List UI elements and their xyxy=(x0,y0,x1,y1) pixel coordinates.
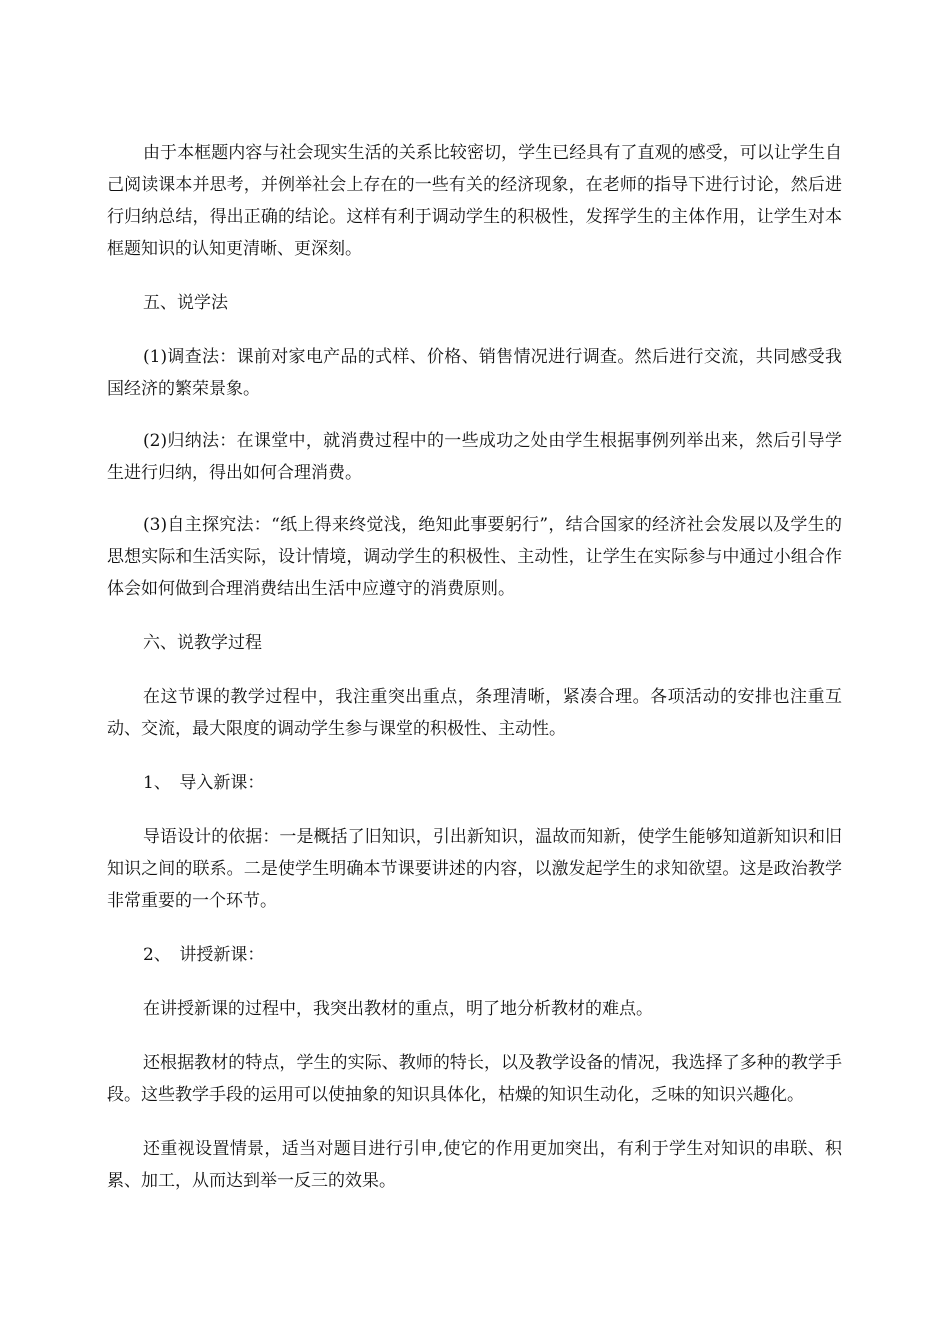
subsection-heading-introduction: 1、 导入新课： xyxy=(143,773,265,793)
new-lesson-paragraph-3: 还重视设置情景，适当对题目进行引申,使它的作用更加突出，有利于学生对知识的串联、积累、加工，从而达到举一反三的效果。 xyxy=(107,1139,842,1191)
intro-paragraph: 由于本框题内容与社会现实生活的关系比较密切，学生已经具有了直观的感受，可以让学生自己阅读课本并思考，并例举社会上存在的一些有关的经济现象，在老师的指导下进行讨论，然后进行归纳总结，得出正确的结论。这样有利于调动学生的积极性，发挥学生的主体作用，让学生对本框题知识的认知更清晰、更深刻。 xyxy=(107,143,842,259)
method-inquiry-paragraph: (3)自主探究法：“纸上得来终觉浅，绝知此事要躬行”，结合国家的经济社会发展以及学生的思想实际和生活实际，设计情境，调动学生的积极性、主动性，让学生在实际参与中通过小组合作体会如何做到合理消费结出生活中应遵守的消费原则。 xyxy=(107,515,842,599)
subsection-heading-new-lesson: 2、 讲授新课： xyxy=(143,945,265,965)
new-lesson-paragraph-2: 还根据教材的特点，学生的实际、教师的特长，以及教学设备的情况，我选择了多种的教学手段。这些教学手段的运用可以使抽象的知识具体化，枯燥的知识生动化，乏味的知识兴趣化。 xyxy=(107,1053,842,1105)
new-lesson-paragraph-1: 在讲授新课的过程中，我突出教材的重点，明了地分析教材的难点。 xyxy=(143,999,653,1019)
introduction-paragraph: 导语设计的依据：一是概括了旧知识，引出新知识，温故而知新，使学生能够知道新知识和旧知识之间的联系。二是使学生明确本节课要讲述的内容，以激发起学生的求知欲望。这是政治教学非常重要的一个环节。 xyxy=(107,827,842,911)
teaching-process-paragraph: 在这节课的教学过程中，我注重突出重点，条理清晰，紧凑合理。各项活动的安排也注重互动、交流，最大限度的调动学生参与课堂的积极性、主动性。 xyxy=(107,687,842,739)
document-body xyxy=(107,137,842,1197)
section-heading-teaching-process: 六、说教学过程 xyxy=(143,633,262,653)
method-survey-paragraph: (1)调查法：课前对家电产品的式样、价格、销售情况进行调查。然后进行交流，共同感受我国经济的繁荣景象。 xyxy=(107,347,842,399)
section-heading-learning-methods: 五、说学法 xyxy=(143,293,228,313)
method-induction-paragraph: (2)归纳法：在课堂中，就消费过程中的一些成功之处由学生根据事例列举出来，然后引导学生进行归纳，得出如何合理消费。 xyxy=(107,431,842,483)
